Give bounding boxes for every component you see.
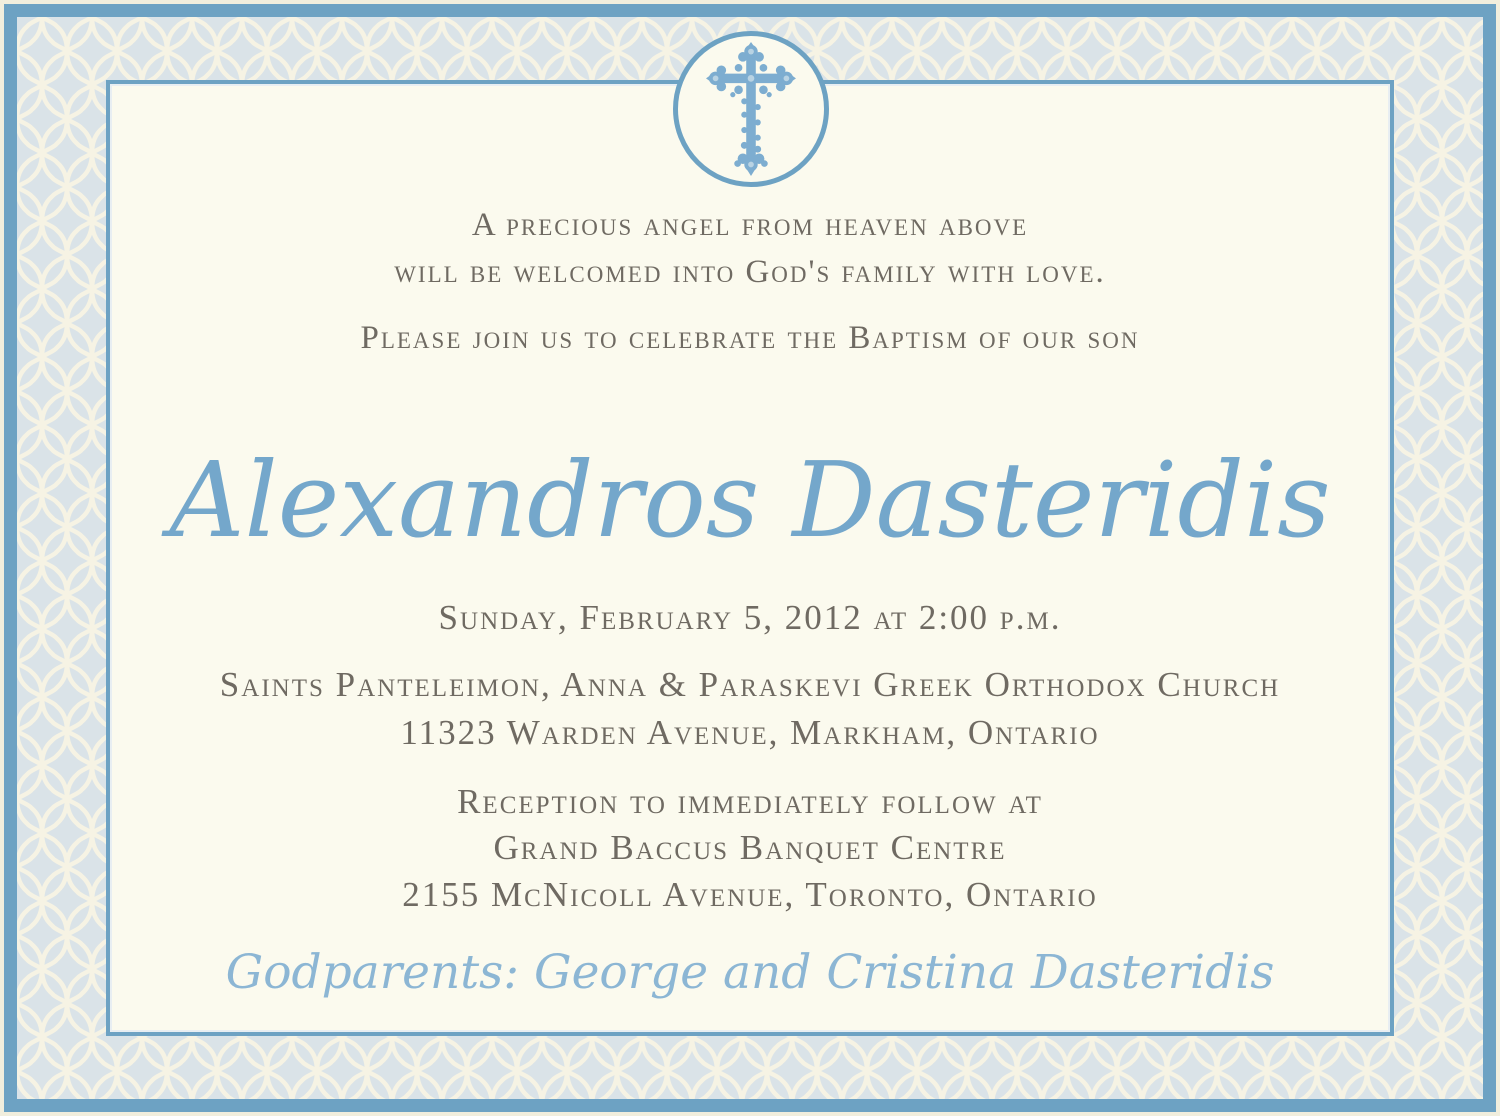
church-name: Saints Panteleimon, Anna & Paraskevi Greek Orthodox Church [219, 665, 1281, 704]
church-address: 11323 Warden Avenue, Markham, Ontario [400, 713, 1100, 752]
reception-line: Reception to immediately follow at [457, 782, 1043, 821]
intro-line-3: Please join us to celebrate the Baptism of our son [360, 320, 1140, 356]
ornate-cross-icon [703, 42, 799, 176]
event-datetime: Sunday, February 5, 2012 at 2:00 p.m. [438, 598, 1062, 637]
intro-line-1: A precious angel from heaven above [471, 207, 1029, 243]
intro-line-2: will be welcomed into God's family with love. [394, 254, 1106, 290]
godparents-line: Godparents: George and Cristina Dasteridis [225, 945, 1275, 1000]
invitation-card [106, 80, 1394, 1036]
cross-emblem-circle [673, 31, 829, 187]
reception-address: 2155 McNicoll Avenue, Toronto, Ontario [402, 875, 1098, 914]
baby-name: Alexandros Dasteridis [169, 439, 1331, 561]
reception-venue: Grand Baccus Banquet Centre [493, 828, 1007, 867]
